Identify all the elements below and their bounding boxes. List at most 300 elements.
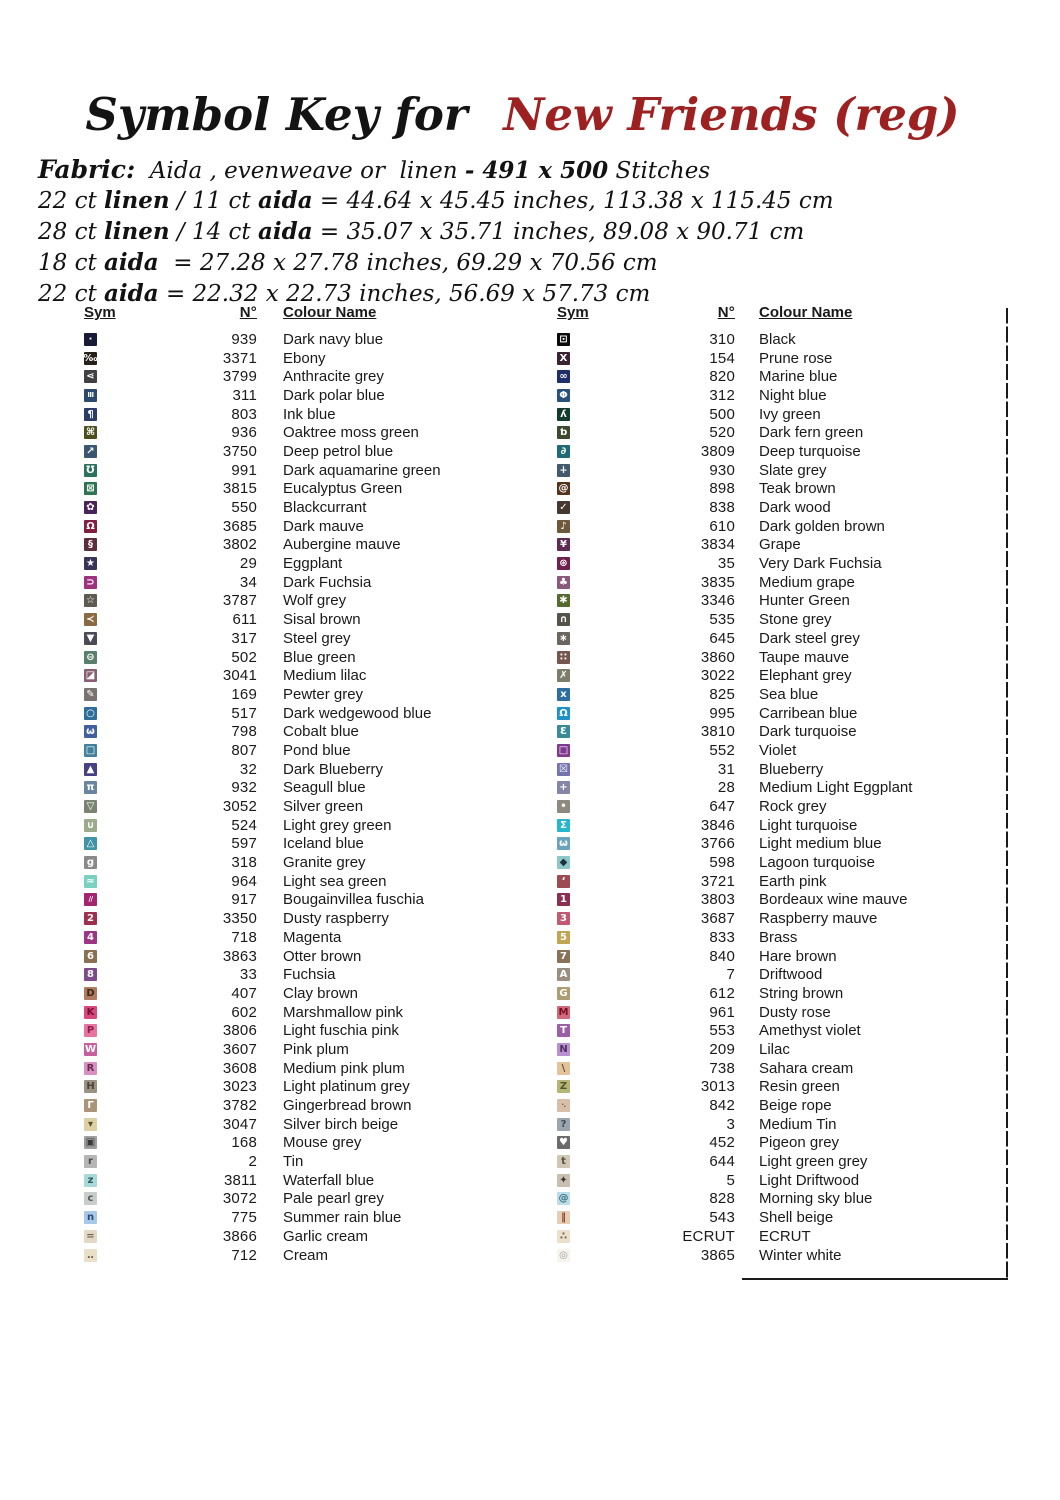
stitch-symbol-swatch: ▽ (84, 800, 97, 813)
symbol-row (557, 498, 912, 517)
thread-number: 775 (231, 1209, 257, 1227)
stitch-symbol-swatch: X (557, 352, 570, 365)
header-num: N° (717, 304, 735, 321)
thread-number: 3607 (222, 1040, 257, 1058)
colour-name: Waterfall blue (283, 1171, 375, 1189)
symbol-row (84, 629, 441, 648)
thread-number: 838 (709, 499, 735, 517)
symbol-row (84, 536, 441, 555)
colour-name: Taupe mauve (759, 648, 850, 666)
symbol-row (84, 722, 441, 741)
table-header-row (84, 304, 441, 330)
symbol-row (557, 816, 912, 835)
colour-name: Pale pearl grey (283, 1190, 384, 1208)
page-title (0, 88, 1045, 141)
symbol-row (84, 704, 441, 723)
thread-number: 3721 (700, 872, 735, 890)
thread-number: 961 (709, 1003, 735, 1021)
colour-name: Fuchsia (283, 966, 336, 984)
stitch-symbol-swatch: D (84, 987, 97, 1000)
fabric-text-segment: linen (104, 218, 170, 245)
colour-name: Resin green (759, 1078, 840, 1096)
symbol-row (557, 741, 912, 760)
stitch-symbol-swatch: ω (557, 837, 570, 850)
thread-number: 807 (231, 741, 257, 759)
thread-number: 32 (239, 760, 257, 778)
colour-name: ECRUT (759, 1227, 811, 1245)
symbol-row (84, 835, 441, 854)
thread-number: 898 (709, 480, 735, 498)
thread-number: 524 (231, 816, 257, 834)
thread-number: 3047 (222, 1115, 257, 1133)
stitch-symbol-swatch: ☒ (557, 763, 570, 776)
thread-number: 169 (231, 685, 257, 703)
stitch-symbol-swatch: ▼ (84, 632, 97, 645)
thread-number: 3811 (223, 1171, 257, 1189)
colour-name: Ink blue (283, 405, 336, 423)
stitch-symbol-swatch: ∗ (557, 632, 570, 645)
symbol-row (557, 1246, 912, 1265)
stitch-symbol-swatch: ▾ (84, 1118, 97, 1131)
stitch-symbol-swatch: ☆ (84, 594, 97, 607)
bottom-border-line (742, 1278, 1008, 1280)
thread-number: 3810 (700, 723, 735, 741)
stitch-symbol-swatch: 2 (84, 912, 97, 925)
symbol-row (557, 349, 912, 368)
colour-name: Dark Fuchsia (283, 573, 372, 591)
symbol-row (557, 629, 912, 648)
colour-name: Sea blue (759, 685, 819, 703)
symbol-row (84, 1171, 441, 1190)
thread-number: 598 (709, 854, 735, 872)
thread-number: 917 (231, 891, 257, 909)
symbol-row (84, 1115, 441, 1134)
colour-name: Brass (759, 928, 798, 946)
colour-name: Light sea green (283, 872, 387, 890)
symbol-row (84, 330, 441, 349)
stitch-symbol-swatch: @ (558, 1193, 569, 1205)
stitch-symbol-swatch: ∪ (84, 819, 97, 832)
colour-name: Medium Light Eggplant (759, 779, 913, 797)
symbol-row (557, 1021, 912, 1040)
thread-number: 407 (231, 984, 257, 1002)
fabric-text-segment: = 22.32 x 22.73 inches, 56.69 x 57.73 cm (158, 281, 651, 307)
stitch-symbol-swatch: 4 (84, 931, 97, 944)
stitch-symbol-swatch: g (84, 856, 97, 869)
stitch-symbol-swatch: ▣ (85, 1137, 96, 1149)
symbol-row (84, 1021, 441, 1040)
thread-number: 597 (231, 835, 257, 853)
stitch-symbol-swatch: ‥ (84, 1249, 97, 1262)
colour-name: Iceland blue (283, 835, 364, 853)
fabric-text-segment: aida (257, 218, 313, 245)
colour-name: Dark steel grey (759, 629, 860, 647)
colour-name: Light turquoise (759, 816, 858, 834)
fabric-text-segment: Fabric: (38, 155, 136, 184)
stitch-symbol-swatch: ◪ (85, 670, 96, 682)
symbol-row (557, 1096, 912, 1115)
thread-number: 28 (717, 779, 735, 797)
stitch-symbol-swatch: ? (557, 1118, 570, 1131)
colour-name: Rock grey (759, 798, 827, 816)
thread-number: 3809 (700, 442, 735, 460)
colour-name: Black (759, 330, 796, 348)
colour-name: Deep turquoise (759, 442, 861, 460)
stitch-symbol-swatch: ⊠ (84, 482, 97, 495)
thread-number: 317 (231, 629, 257, 647)
thread-number: ECRUT (682, 1227, 735, 1245)
symbol-row (557, 386, 912, 405)
colour-name: Aubergine mauve (283, 536, 401, 554)
thread-number: 3846 (700, 816, 735, 834)
title-prefix: Symbol Key for (85, 88, 468, 141)
thread-number: 3834 (700, 536, 735, 554)
thread-number: 500 (709, 405, 735, 423)
thread-number: 964 (231, 872, 257, 890)
fabric-text-segment: 28 ct (38, 219, 105, 245)
stitch-symbol-swatch: n (84, 1211, 97, 1224)
stitch-symbol-swatch: ·. (557, 1099, 570, 1112)
colour-name: Bougainvillea fuschia (283, 891, 424, 909)
stitch-symbol-swatch: Ω (557, 707, 570, 720)
symbol-row (84, 984, 441, 1003)
stitch-symbol-swatch: Σ (557, 819, 570, 832)
symbol-row (84, 461, 441, 480)
symbol-row (84, 1134, 441, 1153)
symbol-row (84, 1190, 441, 1209)
stitch-symbol-swatch: + (557, 781, 570, 794)
symbol-row (84, 1227, 441, 1246)
colour-name: Clay brown (283, 984, 359, 1002)
colour-name: Dark mauve (283, 517, 364, 535)
symbol-row (84, 797, 441, 816)
stitch-symbol-swatch: § (84, 538, 97, 551)
thread-number: 820 (709, 368, 735, 386)
fabric-text-segment: Stitches (608, 158, 711, 184)
colour-name: Dusty raspberry (283, 910, 389, 928)
thread-number: 3835 (700, 573, 735, 591)
fabric-info (38, 154, 834, 309)
colour-name: Blue green (283, 648, 356, 666)
thread-number: 712 (231, 1246, 257, 1264)
stitch-symbol-swatch: π (84, 781, 97, 794)
stitch-symbol-swatch: ∔ (557, 464, 570, 477)
thread-number: 550 (231, 499, 257, 517)
thread-number: 3371 (222, 349, 257, 367)
stitch-symbol-swatch: ≈ (84, 875, 97, 888)
thread-number: 798 (231, 723, 257, 741)
colour-name: Dark fern green (759, 424, 864, 442)
symbol-row (557, 685, 912, 704)
thread-number: 3685 (222, 517, 257, 535)
thread-number: 31 (717, 760, 735, 778)
thread-number: 3865 (700, 1246, 735, 1264)
thread-number: 552 (709, 741, 735, 759)
thread-number: 318 (231, 854, 257, 872)
thread-number: 3803 (700, 891, 735, 909)
stitch-symbol-swatch: K (84, 1006, 97, 1019)
thread-number: 930 (709, 461, 735, 479)
table-header-row (557, 304, 912, 330)
symbol-row (84, 928, 441, 947)
thread-number: 535 (709, 611, 735, 629)
thread-number: 3782 (222, 1097, 257, 1115)
symbol-row (557, 891, 912, 910)
thread-number: 3866 (222, 1227, 257, 1245)
fabric-line (38, 185, 834, 216)
stitch-symbol-swatch: ✎ (84, 688, 97, 701)
colour-name: Gingerbread brown (283, 1097, 412, 1115)
colour-name: Dusty rose (759, 1003, 831, 1021)
key-table-right (557, 304, 912, 1264)
stitch-symbol-swatch: ⊃ (84, 576, 97, 589)
stitch-symbol-swatch: ◎ (557, 1249, 570, 1262)
header-colour-name: Colour Name (283, 304, 377, 321)
symbol-row (557, 648, 912, 667)
symbol-row (557, 1003, 912, 1022)
stitch-symbol-swatch: ▲ (84, 763, 97, 776)
thread-number: 310 (709, 330, 735, 348)
colour-name: Lilac (759, 1040, 790, 1058)
symbol-row (557, 1040, 912, 1059)
stitch-symbol-swatch: ω (84, 725, 97, 738)
thread-number: 3 (726, 1115, 735, 1133)
symbol-row (84, 648, 441, 667)
stitch-symbol-swatch: ♪ (557, 520, 570, 533)
symbol-row (84, 1152, 441, 1171)
thread-number: 502 (231, 648, 257, 666)
symbol-row (557, 1190, 912, 1209)
stitch-symbol-swatch: z (84, 1174, 97, 1187)
symbol-row (557, 461, 912, 480)
symbol-row (557, 984, 912, 1003)
stitch-symbol-swatch: T (557, 1024, 570, 1037)
stitch-symbol-swatch: ♣ (557, 576, 570, 589)
stitch-symbol-swatch: 6 (84, 950, 97, 963)
stitch-symbol-swatch: H (84, 1080, 97, 1093)
stitch-symbol-swatch: Γ (84, 1099, 97, 1112)
fabric-text-segment: 18 ct (38, 250, 105, 276)
stitch-symbol-swatch: ‖ (557, 1211, 570, 1224)
stitch-symbol-swatch: A (557, 968, 570, 981)
symbol-row (557, 554, 912, 573)
stitch-symbol-swatch: ∴ (557, 1230, 570, 1243)
symbol-row (557, 1115, 912, 1134)
stitch-symbol-swatch: 7 (557, 950, 570, 963)
stitch-symbol-swatch: = (84, 1230, 97, 1243)
fabric-text-segment: = 44.64 x 45.45 inches, 113.38 x 115.45 cm (312, 188, 834, 214)
colour-name: Oaktree moss green (283, 424, 419, 442)
symbol-row (557, 779, 912, 798)
fabric-line (38, 247, 834, 278)
thread-number: 34 (239, 573, 257, 591)
colour-name: String brown (759, 984, 844, 1002)
symbol-row (557, 835, 912, 854)
thread-number: 3041 (222, 667, 257, 685)
colour-name: Bordeaux wine mauve (759, 891, 908, 909)
symbol-row (84, 1246, 441, 1265)
colour-name: Sahara cream (759, 1059, 854, 1077)
stitch-symbol-swatch: G (557, 987, 570, 1000)
colour-name: Dark navy blue (283, 330, 384, 348)
thread-number: 842 (709, 1097, 735, 1115)
symbol-row (84, 517, 441, 536)
symbol-row (557, 797, 912, 816)
thread-number: 33 (239, 966, 257, 984)
colour-name: Light fuschia pink (283, 1022, 399, 1040)
colour-name: Light green grey (759, 1153, 868, 1171)
stitch-symbol-swatch: \ (557, 1062, 570, 1075)
colour-name: Amethyst violet (759, 1022, 861, 1040)
stitch-symbol-swatch: ℧ (84, 464, 97, 477)
stitch-symbol-swatch: ◆ (557, 856, 570, 869)
thread-number: 3346 (700, 592, 735, 610)
symbol-row (557, 536, 912, 555)
thread-number: 840 (709, 947, 735, 965)
stitch-symbol-swatch: ✗ (557, 669, 570, 682)
colour-name: Dark turquoise (759, 723, 857, 741)
symbol-row (84, 779, 441, 798)
fabric-text-segment: / 14 ct (169, 219, 258, 245)
colour-name: Silver green (283, 798, 364, 816)
symbol-row (557, 367, 912, 386)
symbol-row (557, 480, 912, 499)
stitch-symbol-swatch: ‘ (557, 875, 570, 888)
symbol-row (557, 928, 912, 947)
thread-number: 35 (717, 555, 735, 573)
stitch-symbol-swatch: r (84, 1155, 97, 1168)
stitch-symbol-swatch: R (84, 1062, 97, 1075)
colour-name: Blackcurrant (283, 499, 367, 517)
colour-name: Dark wood (759, 499, 831, 517)
colour-name: Stone grey (759, 611, 832, 629)
symbol-row (84, 367, 441, 386)
colour-name: Grape (759, 536, 801, 554)
symbol-row (557, 442, 912, 461)
symbol-row (84, 386, 441, 405)
colour-name: Hunter Green (759, 592, 850, 610)
thread-number: 602 (231, 1003, 257, 1021)
stitch-symbol-swatch: ✱ (557, 594, 570, 607)
symbol-row (84, 909, 441, 928)
symbol-row (84, 947, 441, 966)
right-border-line (1006, 308, 1008, 1280)
colour-name: Violet (759, 741, 797, 759)
stitch-symbol-swatch: ⊛ (557, 557, 570, 570)
thread-number: 3750 (222, 442, 257, 460)
thread-number: 520 (709, 424, 735, 442)
thread-number: 7 (726, 966, 735, 984)
thread-number: 803 (231, 405, 257, 423)
fabric-text-segment: = 35.07 x 35.71 inches, 89.08 x 90.71 cm (312, 219, 805, 245)
colour-name: Magenta (283, 928, 342, 946)
stitch-symbol-swatch: ✦ (557, 1174, 570, 1187)
colour-name: Driftwood (759, 966, 823, 984)
stitch-symbol-swatch: x (557, 688, 570, 701)
colour-name: Anthracite grey (283, 368, 384, 386)
stitch-symbol-swatch: · (84, 333, 97, 346)
symbol-row (84, 480, 441, 499)
thread-number: 3687 (700, 910, 735, 928)
stitch-symbol-swatch: ∷ (557, 651, 570, 664)
thread-number: 833 (709, 928, 735, 946)
stitch-symbol-swatch: ✓ (557, 501, 570, 514)
colour-name: Pewter grey (283, 685, 364, 703)
colour-name: Morning sky blue (759, 1190, 873, 1208)
stitch-symbol-swatch: // (84, 893, 97, 906)
stitch-symbol-swatch: t (557, 1155, 570, 1168)
colour-name: Ebony (283, 349, 326, 367)
symbol-row (84, 1040, 441, 1059)
symbol-row (557, 722, 912, 741)
thread-number: 718 (231, 928, 257, 946)
colour-name: Light platinum grey (283, 1078, 410, 1096)
thread-number: 3052 (222, 798, 257, 816)
symbol-row (557, 1078, 912, 1097)
colour-name: Wolf grey (283, 592, 347, 610)
stitch-symbol-swatch: ⊡ (557, 333, 570, 346)
symbol-row (84, 610, 441, 629)
colour-name: Blueberry (759, 760, 824, 778)
symbol-row (84, 891, 441, 910)
colour-name: Dark wedgewood blue (283, 704, 432, 722)
colour-name: Mouse grey (283, 1134, 362, 1152)
stitch-symbol-swatch: 3 (557, 912, 570, 925)
symbol-row (557, 1152, 912, 1171)
stitch-symbol-swatch: ¶ (84, 408, 97, 421)
header-num: N° (239, 304, 257, 321)
thread-number: 936 (231, 424, 257, 442)
thread-number: 5 (726, 1171, 735, 1189)
symbol-row (84, 816, 441, 835)
colour-name: Cream (283, 1246, 329, 1264)
fabric-text-segment: linen (104, 187, 170, 214)
stitch-symbol-swatch: ↗ (84, 445, 97, 458)
stitch-symbol-swatch: 8 (84, 968, 97, 981)
thread-number: 3023 (222, 1078, 257, 1096)
thread-number: 452 (709, 1134, 735, 1152)
symbol-row (557, 760, 912, 779)
colour-name: Pigeon grey (759, 1134, 840, 1152)
symbol-row (557, 1208, 912, 1227)
thread-number: 825 (709, 685, 735, 703)
symbol-row (557, 405, 912, 424)
symbol-row (557, 423, 912, 442)
symbol-row (557, 853, 912, 872)
colour-name: Dark Blueberry (283, 760, 384, 778)
colour-name: Sisal brown (283, 611, 361, 629)
stitch-symbol-swatch: • (557, 800, 570, 813)
stitch-symbol-swatch: ⋖ (84, 370, 97, 383)
stitch-symbol-swatch: M (558, 1006, 569, 1018)
fabric-text-segment: - 491 x 500 (464, 157, 609, 184)
stitch-symbol-swatch: ♥ (557, 1136, 570, 1149)
thread-number: 543 (709, 1209, 735, 1227)
colour-name: Eucalyptus Green (283, 480, 403, 498)
colour-name: Granite grey (283, 854, 366, 872)
colour-name: Deep petrol blue (283, 442, 394, 460)
symbol-row (557, 1059, 912, 1078)
thread-number: 3022 (700, 667, 735, 685)
stitch-symbol-swatch: Ɛ (557, 725, 570, 738)
symbol-row (557, 1227, 912, 1246)
stitch-symbol-swatch: ƅ (557, 426, 570, 439)
symbol-row (557, 330, 912, 349)
colour-name: Marshmallow pink (283, 1003, 404, 1021)
stitch-symbol-swatch: ⌘ (85, 427, 96, 439)
symbol-row (84, 741, 441, 760)
colour-name: Winter white (759, 1246, 842, 1264)
